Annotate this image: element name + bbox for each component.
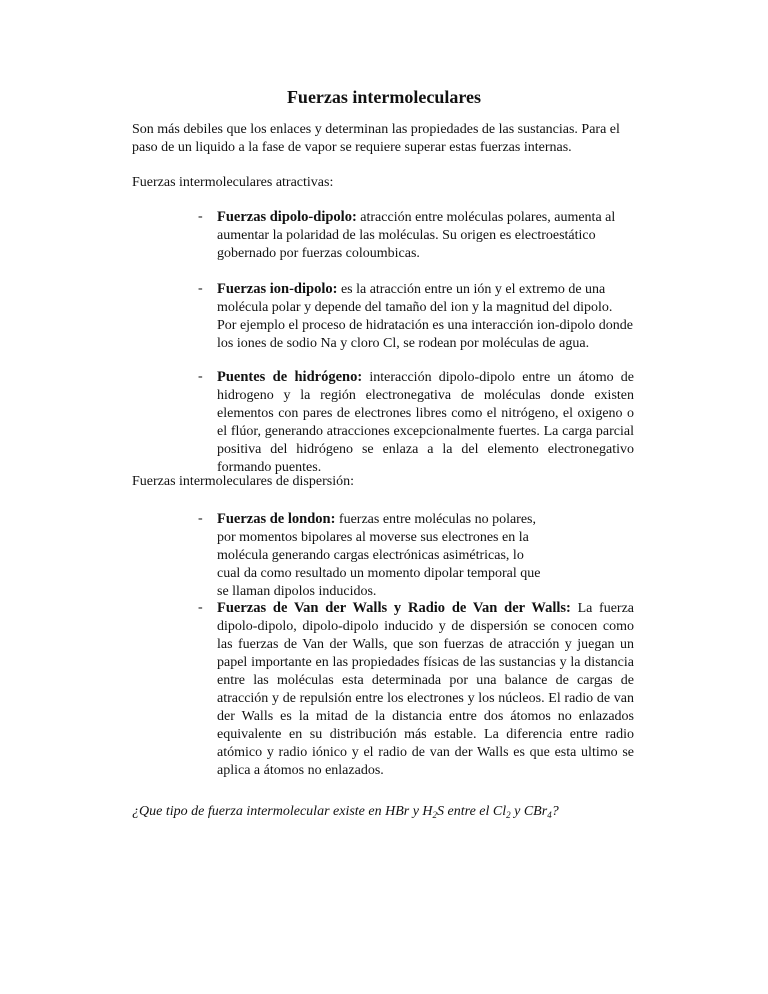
term-van-der-walls: Fuerzas de Van der Walls y Radio de Van der Walls: — [217, 600, 571, 616]
term-ion-dipolo: Fuerzas ion-dipolo: — [217, 281, 338, 297]
definition-puentes-hidrogeno: interacción dipolo-dipolo entre un átomo de hidrogeno y la región electronegativa de moléculas donde existen elementos con pares de electrones libres como el nitrógeno, el oxigeno o el flúor, generando atracciones excepcionalmente fuertes. La carga parcial positiva del hidrógeno se enlaza a la del elemento electronegativo formando puentes. — [217, 370, 635, 475]
dispersion-forces-heading: Fuerzas intermoleculares de dispersión: — [132, 474, 354, 489]
term-london: Fuerzas de london: — [217, 511, 336, 527]
definition-london: fuerzas entre moléculas no polares, por momentos bipolares al moverse sus electrones en la molécula generando cargas electrónicas asimétricas, lo cual da como resultado un momento dipolar temporal que se llaman dipolos inducidos. — [217, 512, 541, 599]
question-part: ? — [551, 804, 559, 819]
list-item-london — [198, 510, 634, 601]
definition-van-der-walls: La fuerza dipolo-dipolo, dipolo-dipolo inducido y de dispersión se conocen como las fuerzas de Van der Walls, que son fuerzas de atracción y juegan un papel importante en las propiedades físicas de las sustancias y la distancia entre las moléculas esta determinada por una balance de cargas de atracción y de repulsión entre los electrones y los núcleos. El radio de van der Walls es la mitad de la distancia entre dos átomos no enlazados equivalente en su distribución más estable. La diferencia entre radio atómico y radio iónico y el radio de van der Walls es que esta ultimo se aplica a átomos no enlazados. — [217, 601, 634, 778]
subscript: 2 — [506, 810, 511, 820]
subscript: 4 — [547, 810, 552, 820]
list-item-van-der-walls — [198, 599, 634, 780]
list-dash: - — [198, 369, 203, 384]
list-dash: - — [198, 281, 203, 296]
definition-ion-dipolo: es la atracción entre un ión y el extremo de una molécula polar y depende del tamaño del ion y la magnitud del dipolo. Por ejemplo el proceso de hidratación es una interacción ion-dipolo donde los iones de sodio Na y cloro Cl, se rodean por moléculas de agua. — [217, 282, 633, 351]
question-text — [132, 803, 692, 824]
term-dipolo-dipolo: Fuerzas dipolo-dipolo: — [217, 209, 357, 225]
list-dash: - — [198, 511, 203, 526]
intro-paragraph: Son más debiles que los enlaces y determinan las propiedades de las sustancias. Para el paso de un liquido a la fase de vapor se requiere superar estas fuerzas internas. — [132, 122, 620, 155]
page-title: Fuerzas intermoleculares — [286, 87, 482, 107]
term-puentes-hidrogeno: Puentes de hidrógeno: — [217, 369, 363, 385]
list-dash: - — [198, 209, 203, 224]
question-part: S entre el Cl — [437, 804, 507, 819]
list-item-ion-dipolo — [198, 280, 634, 353]
subscript: 2 — [432, 810, 438, 820]
list-item-puentes-hidrogeno — [198, 368, 634, 477]
list-dash: - — [198, 600, 203, 615]
question-part: y CBr — [510, 804, 548, 819]
list-item-dipolo-dipolo — [198, 208, 634, 263]
attractive-forces-heading: Fuerzas intermoleculares atractivas: — [132, 175, 334, 190]
definition-dipolo-dipolo: atracción entre moléculas polares, aumenta al aumentar la polaridad de las moléculas. Su origen es electroestático gobernado por fuerzas coloumbicas. — [217, 210, 616, 261]
question-part: ¿Que tipo de fuerza intermolecular existe en HBr y H — [132, 804, 433, 819]
